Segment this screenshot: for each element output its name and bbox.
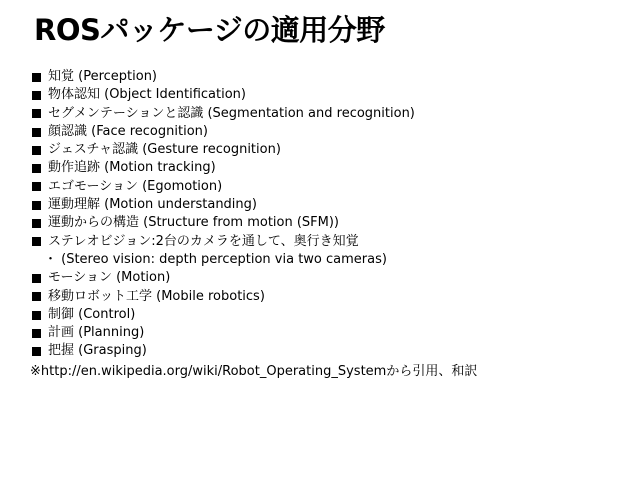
list-item-segmentation — [30, 105, 630, 123]
slide-title: ROSパッケージの適用分野 — [34, 13, 385, 47]
square-bullet-icon — [32, 73, 41, 82]
list-item-motion — [30, 269, 630, 287]
square-bullet-icon — [32, 274, 41, 283]
square-bullet-icon — [32, 182, 41, 191]
list-item-grasping — [30, 342, 630, 360]
list-item-object-identification — [30, 86, 630, 104]
list-item-motion-understanding — [30, 196, 630, 214]
square-bullet-icon — [32, 219, 41, 228]
list-item-text: 制御 (Control) — [48, 306, 136, 322]
square-bullet-icon — [32, 128, 41, 137]
footnote-text: ※http://en.wikipedia.org/wiki/Robot_Operating_Systemから引用、和訳 — [30, 363, 478, 379]
list-item-text: 知覚 (Perception) — [48, 69, 158, 84]
square-bullet-icon — [32, 292, 41, 301]
list-item-control — [30, 306, 630, 324]
list-item-structure-from-motion — [30, 214, 630, 232]
square-bullet-icon — [32, 201, 41, 210]
square-bullet-icon — [32, 347, 41, 356]
list-item-text: ・ (Stereo vision: depth perception via two cameras) — [44, 251, 387, 267]
list-item-face-recognition — [30, 123, 630, 141]
square-bullet-icon — [32, 91, 41, 100]
square-bullet-icon — [32, 311, 41, 320]
square-bullet-icon — [32, 164, 41, 173]
source-footnote — [30, 363, 630, 381]
square-bullet-icon — [32, 109, 41, 118]
list-item-stereo-vision — [30, 233, 630, 251]
list-subitem-stereo-vision-english — [30, 251, 630, 269]
list-item-text: 運動からの構造 (Structure from motion (SFM)) — [48, 215, 340, 231]
list-item-text: 移動ロボット工学 (Mobile robotics) — [48, 288, 265, 304]
list-item-mobile-robotics — [30, 288, 630, 306]
list-item-gesture-recognition — [30, 141, 630, 159]
list-item-text: ジェスチャ認識 (Gesture recognition) — [48, 142, 281, 158]
square-bullet-icon — [32, 329, 41, 338]
list-item-text: エゴモーション (Egomotion) — [48, 178, 223, 194]
square-bullet-icon — [32, 146, 41, 155]
list-item-text: 運動理解 (Motion understanding) — [48, 197, 257, 213]
square-bullet-icon — [32, 237, 41, 246]
list-item-text: ステレオビジョン:2台のカメラを通して、奥行き知覚 — [48, 233, 359, 249]
list-item-text: 動作追跡 (Motion tracking) — [48, 160, 216, 176]
list-item-text: 計画 (Planning) — [48, 325, 145, 341]
list-item-planning — [30, 324, 630, 342]
bullet-list — [30, 68, 630, 381]
list-item-text: セグメンテーションと認識 (Segmentation and recognition) — [48, 105, 415, 121]
list-item-perception — [30, 68, 630, 86]
list-item-text: 物体認知 (Object Identification) — [48, 87, 246, 103]
list-item-text: 把握 (Grasping) — [48, 343, 147, 359]
list-item-egomotion — [30, 178, 630, 196]
list-item-text: 顔認識 (Face recognition) — [48, 123, 208, 139]
list-item-motion-tracking — [30, 159, 630, 177]
list-item-text: モーション (Motion) — [48, 270, 171, 286]
